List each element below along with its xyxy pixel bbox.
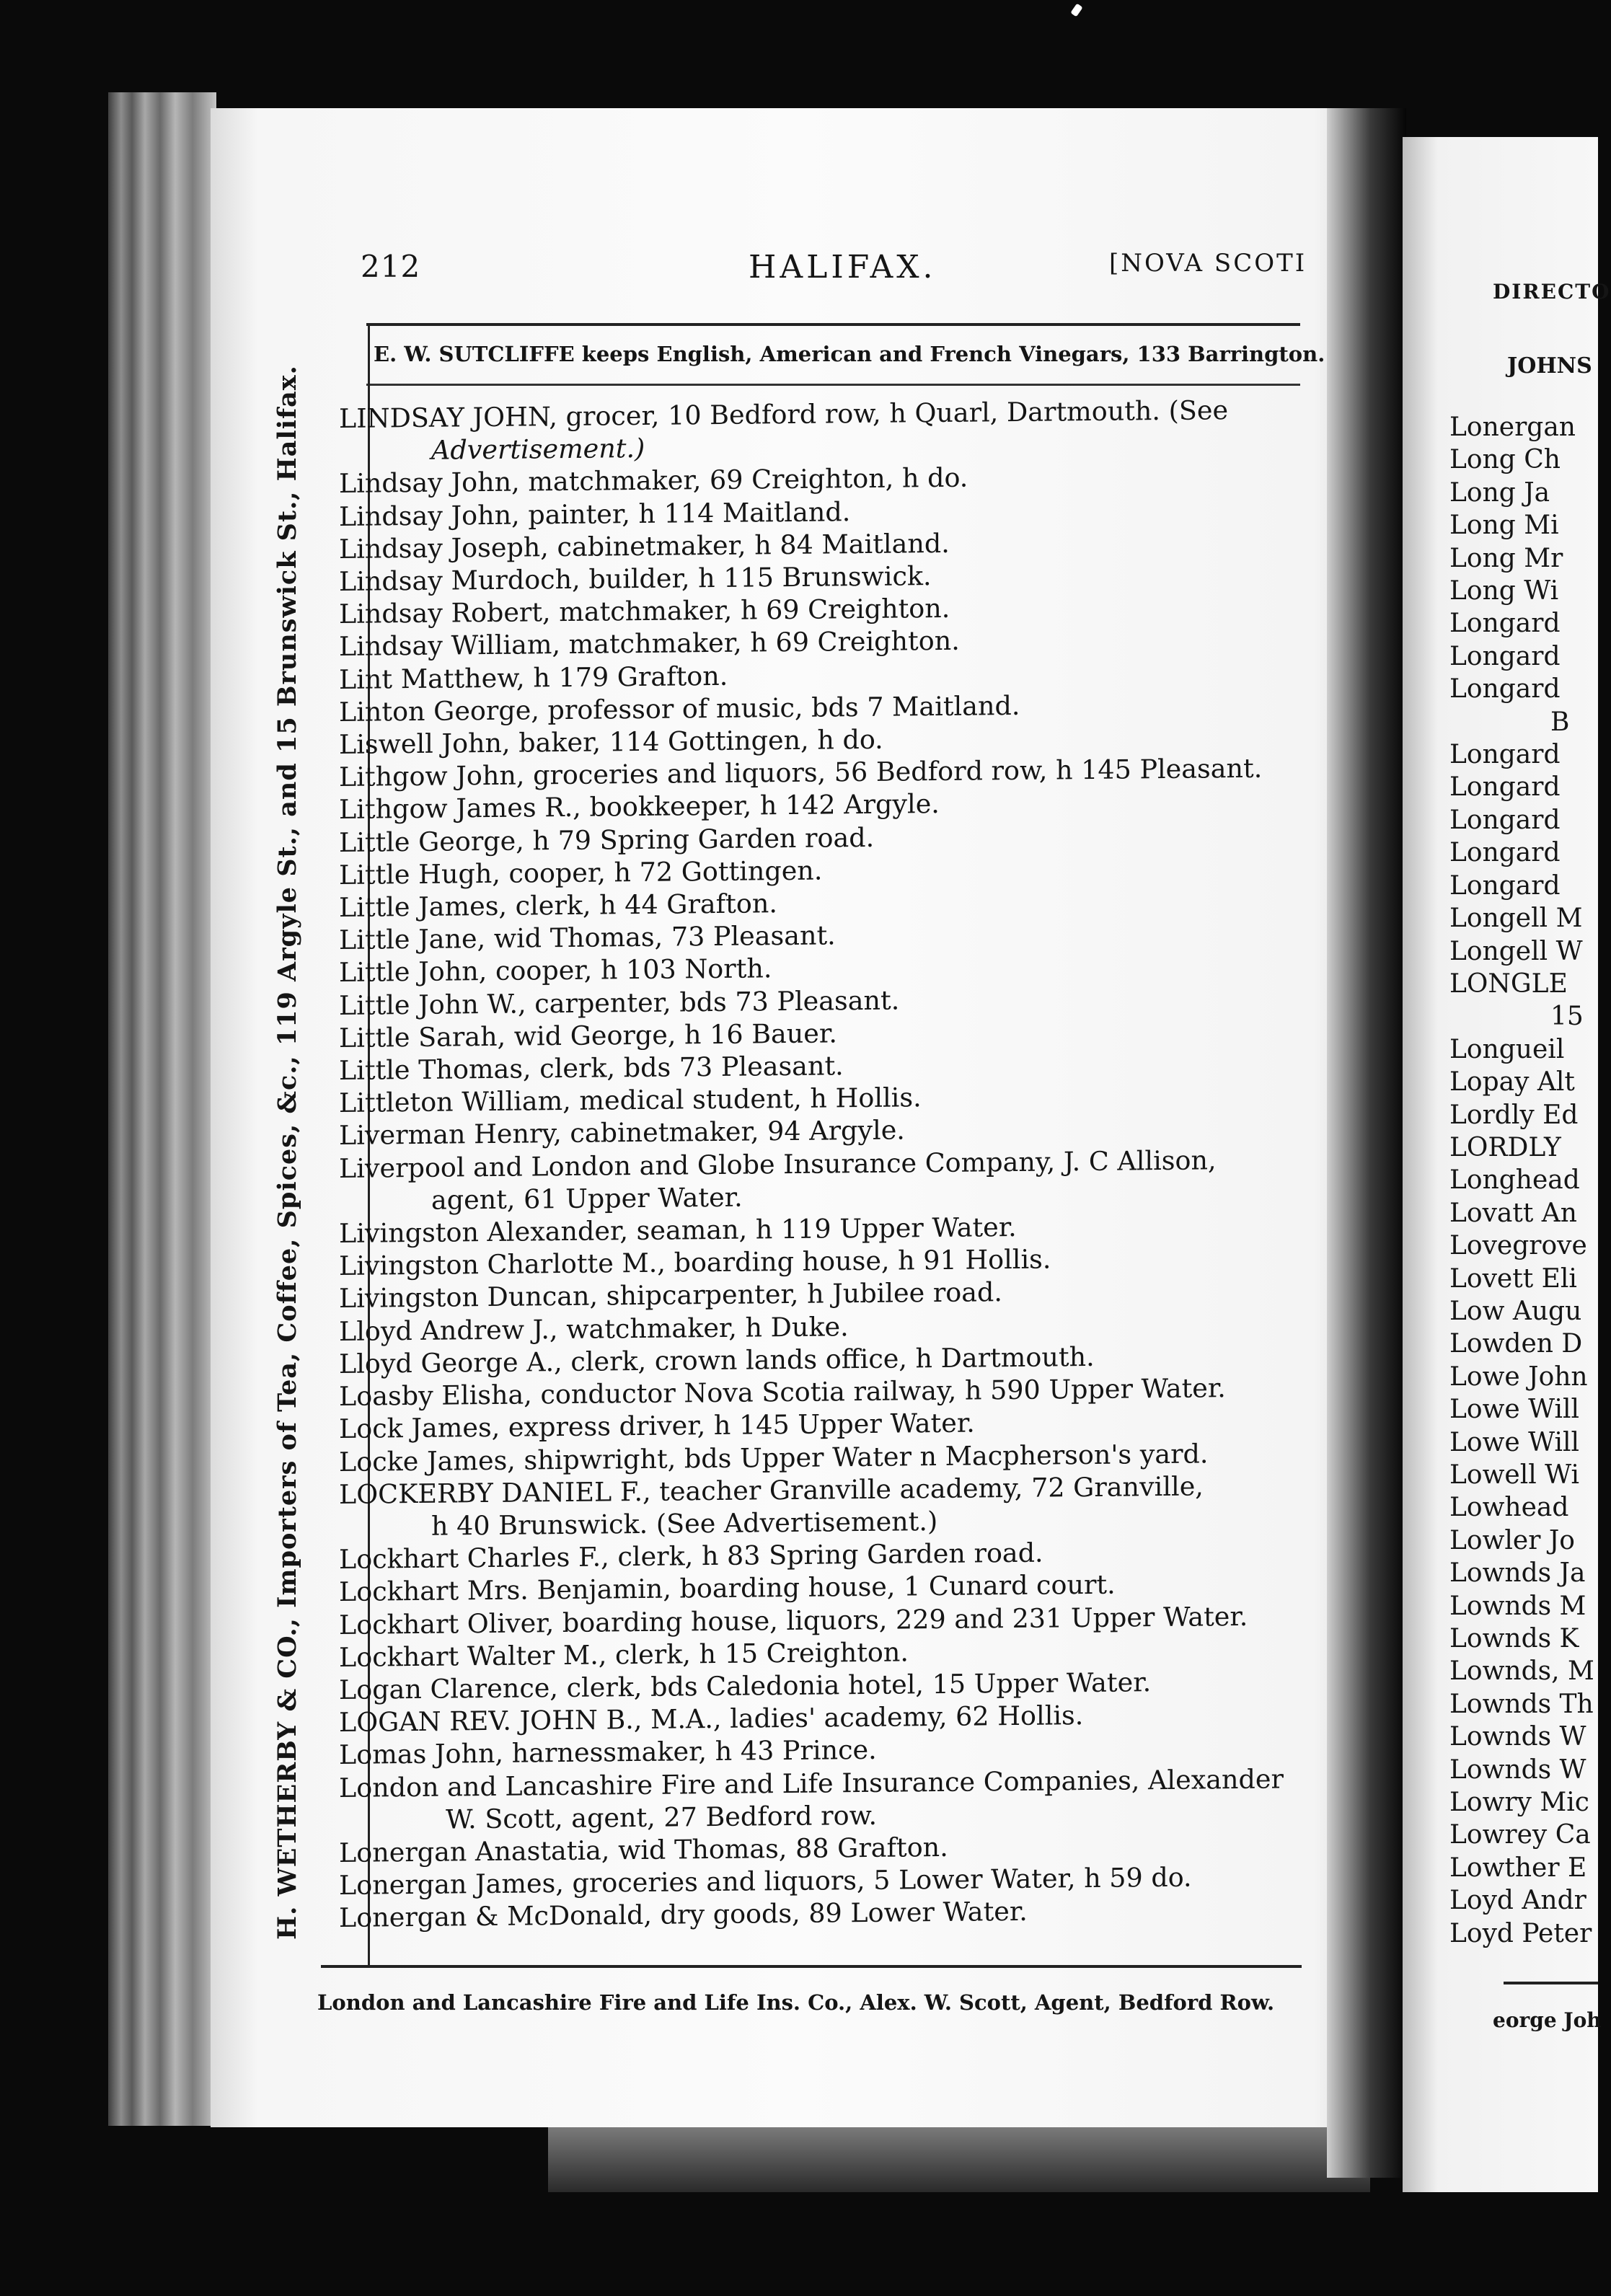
facing-page-entry: Lownds W [1449, 1754, 1586, 1785]
banner-rule [366, 384, 1300, 386]
directory-entries [339, 394, 1305, 1935]
facing-page-entry: Lowrey Ca [1449, 1820, 1591, 1850]
facing-page-entry: Longard [1449, 740, 1561, 770]
facing-page-entry: Lovett Eli [1449, 1263, 1577, 1294]
facing-page-entry: Longhead [1449, 1165, 1580, 1196]
directory-entry: W. Scott, agent, 27 Bedford row. [446, 1799, 878, 1835]
directory-entry: Lithgow James R., bookkeeper, h 142 Argyle. [339, 788, 940, 826]
facing-page-entry: Lownds K [1449, 1624, 1579, 1654]
directory-entry: agent, 61 Upper Water. [431, 1181, 743, 1216]
directory-entry: Lock James, express driver, h 145 Upper Water. [339, 1407, 975, 1445]
facing-page-entry: LONGLE [1449, 968, 1568, 999]
directory-entry: Little George, h 79 Spring Garden road. [339, 821, 875, 858]
facing-page-section: JOHNS [1507, 353, 1592, 379]
directory-entry: Lindsay Murdoch, builder, h 115 Brunswick. [339, 560, 932, 598]
facing-page-entry: Low Augu [1449, 1296, 1582, 1326]
directory-entry: LOCKERBY DANIEL F., teacher Granville academy, 72 Granville, [339, 1470, 1204, 1510]
directory-entry: Lockhart Oliver, boarding house, liquors, 229 and 231 Upper Water. [339, 1600, 1248, 1641]
facing-page-footer: eorge Joh [1493, 2008, 1602, 2032]
directory-entry: Littleton William, medical student, h Hollis. [339, 1082, 922, 1119]
facing-page-rule [1504, 1982, 1598, 1984]
directory-entry: h 40 Brunswick. (See Advertisement.) [431, 1505, 938, 1542]
facing-page-entry: Lownds M [1449, 1591, 1586, 1621]
directory-entry: Little John, cooper, h 103 North. [339, 953, 772, 989]
directory-entry: Lonergan Anastatia, wid Thomas, 88 Grafton. [339, 1831, 948, 1868]
directory-entry: Lonergan & McDonald, dry goods, 89 Lower Water. [339, 1896, 1028, 1934]
facing-page-entry: Lopay Alt [1449, 1067, 1575, 1098]
bottom-rule [321, 1965, 1302, 1968]
facing-page-entry: Long Mi [1449, 511, 1559, 541]
facing-page-entries [1449, 411, 1594, 1950]
facing-page-entry: Lovatt An [1449, 1198, 1577, 1228]
directory-entry: Liswell John, baker, 114 Gottingen, h do. [339, 723, 883, 761]
facing-page-entry: Longueil [1449, 1034, 1565, 1064]
facing-page-entry: Long Mr [1449, 543, 1563, 573]
directory-entry: Livingston Alexander, seaman, h 119 Upper Water. [339, 1211, 1017, 1250]
directory-entry: Liverpool and London and Globe Insurance Company, J. C Allison, [339, 1144, 1217, 1184]
directory-entry: Lonergan James, groceries and liquors, 5 Lower Water, h 59 do. [339, 1861, 1192, 1902]
directory-entry: LOGAN REV. JOHN B., M.A., ladies' academy, 62 Hollis. [339, 1700, 1084, 1739]
directory-entry: Lomas John, harnessmaker, h 43 Prince. [339, 1734, 877, 1771]
directory-entry: Lindsay John, painter, h 114 Maitland. [339, 495, 851, 532]
directory-entry: Lindsay John, matchmaker, 69 Creighton, h do. [339, 462, 968, 500]
film-speck [1070, 4, 1082, 17]
facing-page-entry: Longard [1449, 641, 1561, 671]
directory-entry: Lloyd Andrew J., watchmaker, h Duke. [339, 1310, 849, 1347]
directory-entry: Little Hugh, cooper, h 72 Gottingen. [339, 855, 823, 891]
directory-entry: Liverman Henry, cabinetmaker, 94 Argyle. [339, 1114, 905, 1152]
directory-entry: Little Thomas, clerk, bds 73 Pleasant. [339, 1050, 844, 1087]
facing-page-entry: LORDLY [1449, 1132, 1561, 1162]
running-title: HALIFAX. [749, 249, 937, 286]
directory-entry: Logan Clarence, clerk, bds Caledonia hotel, 15 Upper Water. [339, 1666, 1152, 1705]
facing-page-entry: Lowe Will [1449, 1395, 1580, 1425]
facing-page-entry: Loyd Peter [1449, 1918, 1592, 1948]
facing-page-header: DIRECTO [1493, 280, 1611, 304]
directory-entry: Locke James, shipwright, bds Upper Water n Macpherson's yard. [339, 1437, 1209, 1478]
state-label: [NOVA SCOTI [1109, 249, 1307, 278]
facing-page-entry: Longard [1449, 674, 1561, 705]
facing-page-entry: Long Ja [1449, 477, 1550, 508]
directory-entry: Lloyd George A., clerk, crown lands office, h Dartmouth. [339, 1341, 1095, 1379]
directory-entry: Lindsay Robert, matchmaker, h 69 Creighton. [339, 593, 950, 630]
directory-entry: Little James, clerk, h 44 Grafton. [339, 888, 777, 924]
directory-entry: Lockhart Walter M., clerk, h 15 Creighton. [339, 1636, 909, 1673]
facing-page-entry: Lownds W [1449, 1722, 1586, 1752]
facing-page-entry: Lowden D [1449, 1329, 1583, 1359]
directory-entry: Linton George, professor of music, bds 7 Maitland. [339, 689, 1020, 728]
facing-page-entry: Lonergan [1449, 412, 1576, 442]
directory-entry: Lindsay William, matchmaker, h 69 Creighton. [339, 625, 960, 663]
facing-page-entry: Lowhead [1449, 1493, 1569, 1523]
directory-entry: Little John W., carpenter, bds 73 Pleasant. [339, 984, 900, 1021]
directory-entry: Lockhart Mrs. Benjamin, boarding house, 1 Cunard court. [339, 1568, 1116, 1608]
facing-page-entry: Long Ch [1449, 445, 1561, 475]
facing-page-entry: Loyd Andr [1449, 1886, 1586, 1916]
facing-page-entry: Longard [1449, 838, 1561, 868]
directory-entry: Advertisement.) [431, 433, 645, 466]
facing-page-entry: Lovegrove [1449, 1231, 1587, 1261]
facing-page-entry: Longard [1449, 805, 1561, 835]
top-advertisement-banner: E. W. SUTCLIFFE keeps English, American and French Vinegars, 133 Barrington. [374, 342, 1325, 366]
facing-page-entry: Lowler Jo [1449, 1525, 1575, 1555]
facing-page-entry: Longard [1449, 609, 1561, 639]
facing-page-entry: Longard [1449, 870, 1561, 901]
book-page-stack [108, 92, 216, 2126]
directory-entry: Lint Matthew, h 179 Grafton. [339, 660, 728, 695]
bottom-advertisement-banner: London and Lancashire Fire and Life Ins. Co., Alex. W. Scott, Agent, Bedford Row. [317, 1990, 1275, 2015]
facing-page-entry: Longell W [1449, 936, 1583, 966]
facing-page-entry: Lownds, M [1449, 1656, 1594, 1687]
facing-page-entry: B [1550, 707, 1570, 737]
facing-page-entry: Long Wi [1449, 576, 1559, 606]
directory-entry: Lindsay Joseph, cabinetmaker, h 84 Maitland. [339, 527, 950, 565]
directory-entry: Livingston Duncan, shipcarpenter, h Jubilee road. [339, 1276, 1002, 1315]
directory-entry: London and Lancashire Fire and Life Insurance Companies, Alexander [339, 1762, 1284, 1803]
facing-page-entry: Longell M [1449, 904, 1583, 934]
facing-page-entry: Lowe Will [1449, 1427, 1580, 1457]
page-number: 212 [361, 249, 421, 284]
facing-page-entry: Lowry Mic [1449, 1788, 1589, 1818]
vertical-advertisement: H. WETHERBY & CO., Importers of Tea, Coffee, Spices, &c., 119 Argyle St., and 15 Brunswick St., Halifax. [273, 365, 302, 1940]
directory-entry: Little Sarah, wid George, h 16 Bauer. [339, 1017, 837, 1054]
top-rule [366, 323, 1300, 326]
facing-page-entry: Lordly Ed [1449, 1100, 1579, 1130]
facing-page-entry: 15 [1550, 1002, 1584, 1032]
facing-page-entry: Lowther E [1449, 1853, 1587, 1883]
directory-entry: Loasby Elisha, conductor Nova Scotia railway, h 590 Upper Water. [339, 1372, 1226, 1413]
facing-page-entry: Lownds Th [1449, 1689, 1594, 1719]
directory-entry: Lithgow John, groceries and liquors, 56 Bedford row, h 145 Pleasant. [339, 752, 1263, 793]
facing-page-entry: Lowe John [1449, 1361, 1588, 1392]
facing-page-entry: Lownds Ja [1449, 1558, 1586, 1589]
directory-entry: LINDSAY JOHN, grocer, 10 Bedford row, h Quarl, Dartmouth. (See [339, 394, 1229, 434]
directory-entry: Little Jane, wid Thomas, 73 Pleasant. [339, 919, 836, 956]
book-gutter [1327, 108, 1406, 2178]
facing-page-entry: Lowell Wi [1449, 1460, 1580, 1490]
directory-entry: Livingston Charlotte M., boarding house, h 91 Hollis. [339, 1243, 1051, 1282]
facing-page-entry: Longard [1449, 772, 1561, 803]
directory-entry: Lockhart Charles F., clerk, h 83 Spring Garden road. [339, 1537, 1043, 1576]
page-bottom-shadow [548, 2127, 1370, 2192]
